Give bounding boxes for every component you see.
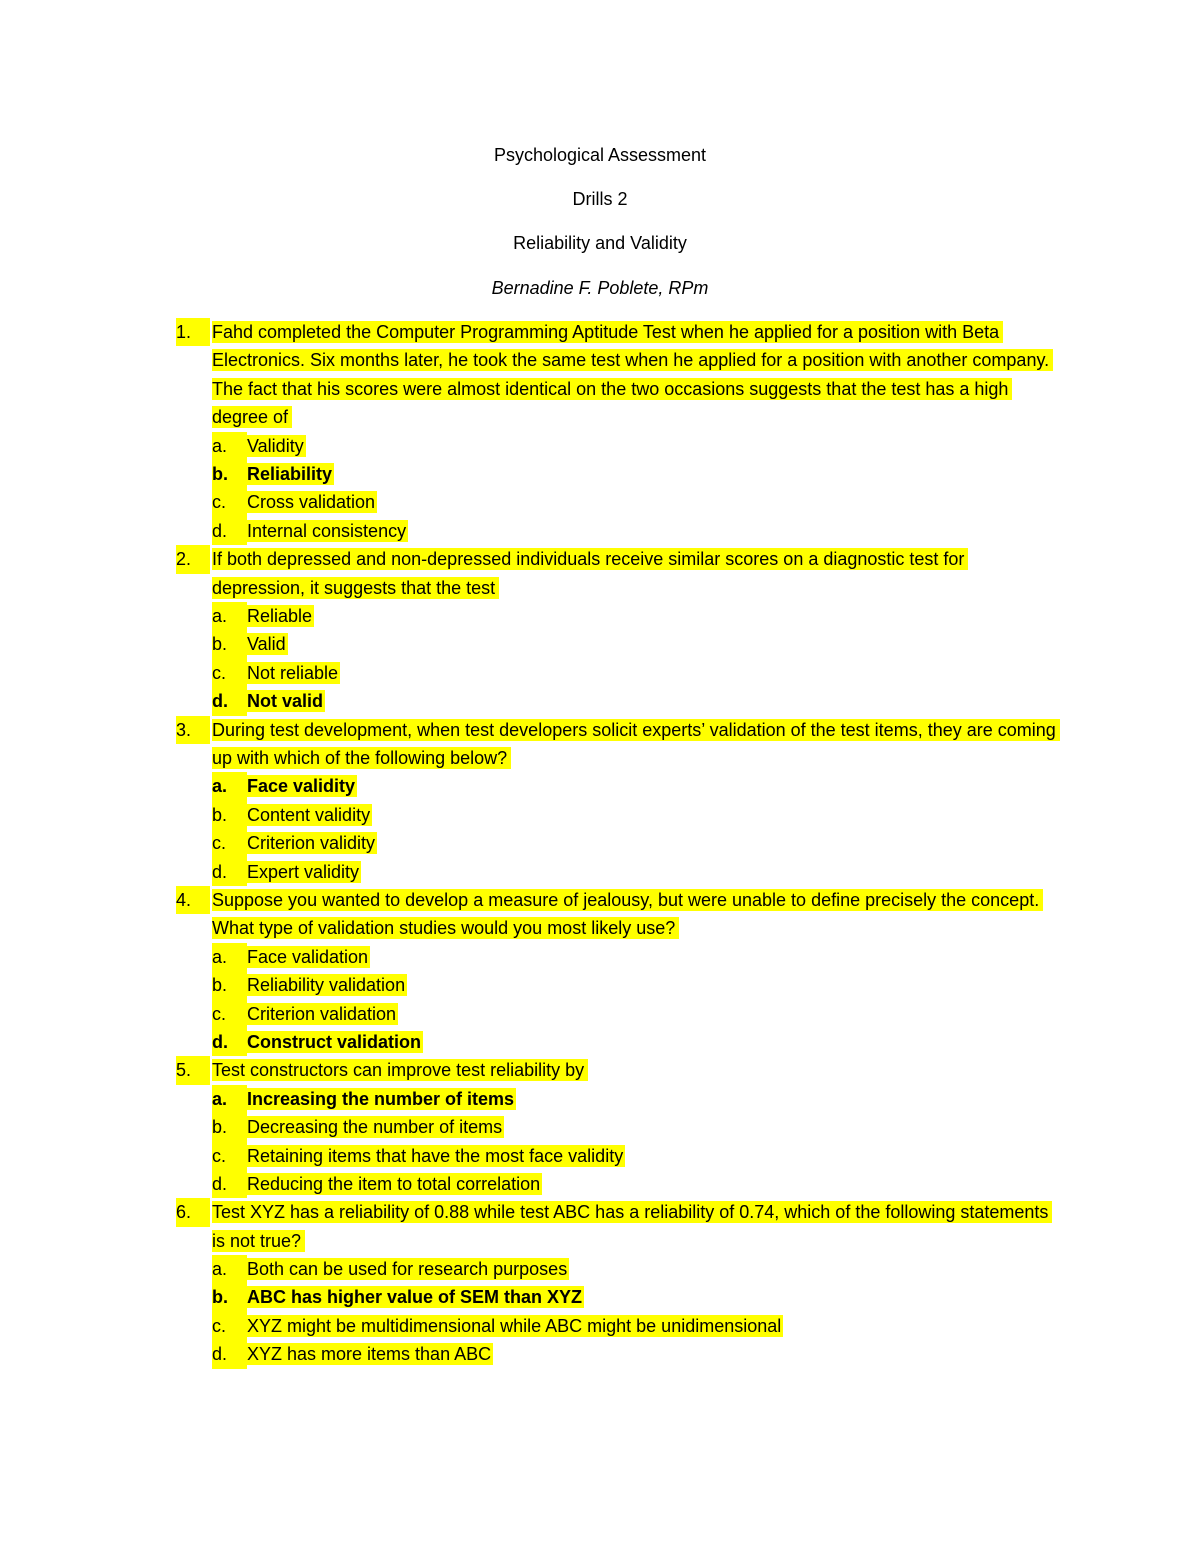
option-letter: a.: [212, 432, 247, 460]
option-letter: c.: [212, 659, 247, 687]
option-letter: b.: [212, 1283, 247, 1311]
option-text: Not valid: [247, 691, 324, 712]
answer-option: [212, 1255, 1056, 1283]
option-text: Expert validity: [247, 861, 360, 882]
option-text: Criterion validity: [247, 833, 376, 854]
question-stem-text: Suppose you wanted to develop a measure of jealousy, but were unable to define precisely the concept. What type of validation studies would you most likely use?: [212, 889, 1043, 939]
answer-option: [212, 1170, 1056, 1198]
option-text: Retaining items that have the most face validity: [247, 1145, 624, 1166]
question-stem: [212, 1056, 1056, 1084]
option-text: Construct validation: [247, 1031, 422, 1052]
option-letter: c.: [212, 1000, 247, 1028]
option-letter: a.: [212, 602, 247, 630]
option-letter: c.: [212, 488, 247, 516]
document-subtitle: Drills 2: [572, 189, 628, 209]
option-letter: b.: [212, 971, 247, 999]
option-text: Content validity: [247, 804, 371, 825]
option-text: XYZ has more items than ABC: [247, 1344, 492, 1365]
question-stem-text: During test development, when test developers solicit experts’ validation of the test items, they are coming up with which of the following below?: [212, 719, 1060, 769]
question-stem-text: Test XYZ has a reliability of 0.88 while test ABC has a reliability of 0.74, which of the following statements is not true?: [212, 1201, 1052, 1251]
option-text: Validity: [247, 435, 304, 456]
option-letter: b.: [212, 801, 247, 829]
question-stem-text: Fahd completed the Computer Programming Aptitude Test when he applied for a position with Beta Electronics. Six months later, he took the same test when he applied for a position with another company. The fact that his scores were almost identical on the two occasions suggests that the test has a high degree of: [212, 321, 1053, 428]
answer-option: [212, 630, 1056, 658]
option-letter: d.: [212, 687, 247, 715]
question-number: 3.: [176, 716, 210, 744]
option-text: Both can be used for research purposes: [247, 1259, 568, 1280]
question-item: [176, 1056, 1056, 1198]
question-item: [176, 545, 1056, 715]
option-letter: d.: [212, 1340, 247, 1368]
answer-option: [212, 1113, 1056, 1141]
option-letter: d.: [212, 1170, 247, 1198]
document-title: Psychological Assessment: [493, 145, 707, 165]
option-text: Cross validation: [247, 492, 376, 513]
question-number: 6.: [176, 1198, 210, 1226]
option-letter: b.: [212, 460, 247, 488]
option-letter: d.: [212, 517, 247, 545]
option-text: Face validation: [247, 946, 369, 967]
option-letter: b.: [212, 630, 247, 658]
answer-option: [212, 1312, 1056, 1340]
document-topic: Reliability and Validity: [513, 233, 687, 253]
option-letter: a.: [212, 943, 247, 971]
option-letter: a.: [212, 772, 247, 800]
question-stem: [212, 318, 1056, 432]
answer-option: [212, 517, 1056, 545]
question-stem: [212, 886, 1056, 943]
answer-option: [212, 432, 1056, 460]
question-stem-text: If both depressed and non-depressed individuals receive similar scores on a diagnostic test for depression, it suggests that the test: [212, 548, 968, 598]
question-item: [176, 716, 1056, 886]
answer-option-correct: [212, 687, 1056, 715]
option-text: Criterion validation: [247, 1003, 397, 1024]
option-text: Face validity: [247, 776, 356, 797]
option-text: Reliability: [247, 464, 333, 485]
option-letter: c.: [212, 1312, 247, 1340]
answer-option: [212, 971, 1056, 999]
answer-option: [212, 943, 1056, 971]
option-text: Reducing the item to total correlation: [247, 1173, 541, 1194]
option-letter: a.: [212, 1255, 247, 1283]
answer-option: [212, 1142, 1056, 1170]
option-text: Valid: [247, 634, 286, 655]
answer-option: [212, 1340, 1056, 1368]
question-item: [176, 1198, 1056, 1368]
option-text: Not reliable: [247, 662, 339, 683]
answer-option: [212, 801, 1056, 829]
question-stem: [212, 1198, 1056, 1255]
option-letter: c.: [212, 1142, 247, 1170]
option-text: Internal consistency: [247, 520, 407, 541]
answer-option: [212, 1000, 1056, 1028]
option-text: XYZ might be multidimensional while ABC might be unidimensional: [247, 1315, 782, 1336]
answer-option: [212, 829, 1056, 857]
answer-option-correct: [212, 1085, 1056, 1113]
option-text: Increasing the number of items: [247, 1088, 515, 1109]
answer-option: [212, 488, 1056, 516]
document-author: Bernadine F. Poblete, RPm: [491, 278, 709, 298]
option-letter: a.: [212, 1085, 247, 1113]
question-item: [176, 318, 1056, 545]
answer-option-correct: [212, 1283, 1056, 1311]
answer-option: [212, 602, 1056, 630]
question-number: 1.: [176, 318, 210, 346]
answer-option-correct: [212, 460, 1056, 488]
question-number: 5.: [176, 1056, 210, 1084]
option-text: ABC has higher value of SEM than XYZ: [247, 1287, 583, 1308]
option-letter: d.: [212, 1028, 247, 1056]
option-text: Reliable: [247, 606, 313, 626]
question-item: [176, 886, 1056, 1056]
question-stem-text: Test constructors can improve test reliability by: [212, 1059, 588, 1081]
answer-option: [212, 659, 1056, 687]
question-list: [176, 318, 1056, 1369]
question-number: 2.: [176, 545, 210, 573]
answer-option: [212, 858, 1056, 886]
answer-option-correct: [212, 1028, 1056, 1056]
answer-option-correct: [212, 772, 1056, 800]
option-text: Decreasing the number of items: [247, 1117, 503, 1138]
option-letter: d.: [212, 858, 247, 886]
question-number: 4.: [176, 886, 210, 914]
option-letter: c.: [212, 829, 247, 857]
option-text: Reliability validation: [247, 975, 406, 996]
question-stem: [212, 545, 1056, 602]
question-stem: [212, 716, 1056, 773]
option-letter: b.: [212, 1113, 247, 1141]
